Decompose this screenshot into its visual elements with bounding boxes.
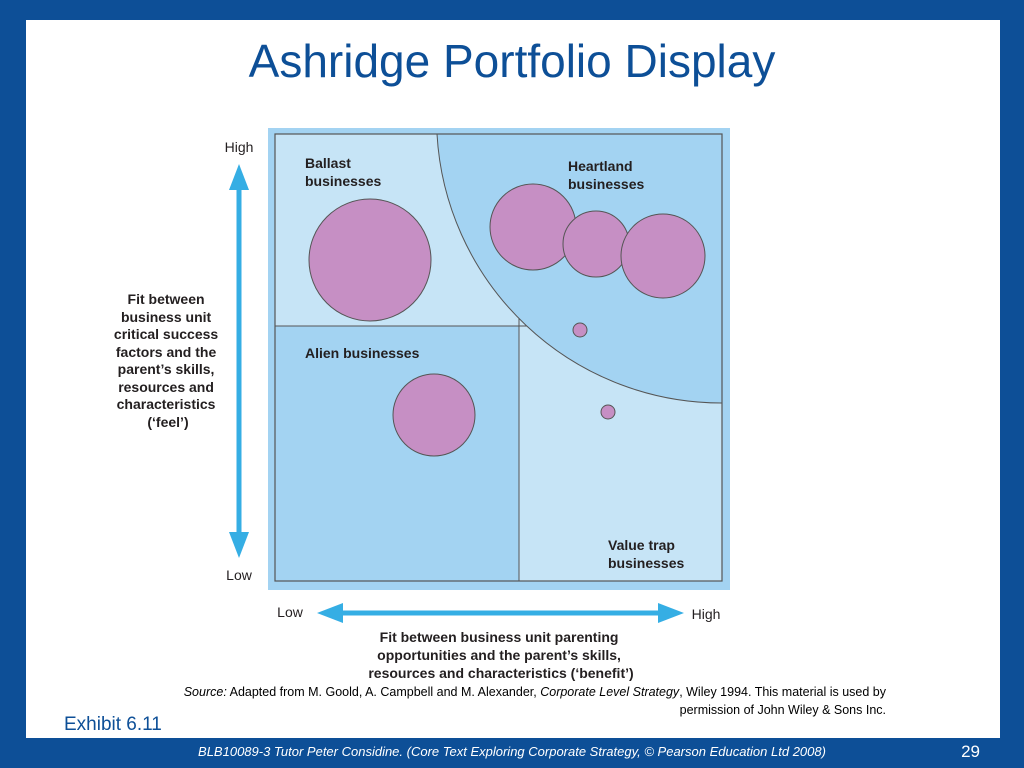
horizontal-axis-arrow	[317, 603, 684, 623]
y-axis-low-label: Low	[226, 567, 252, 583]
source-text-before: Adapted from M. Goold, A. Campbell and M. Alexander,	[229, 685, 537, 699]
alien-label: Alien businesses	[305, 345, 420, 361]
vertical-axis-arrow	[229, 164, 249, 558]
business-unit-circle	[601, 405, 615, 419]
y-axis-high-label: High	[224, 139, 254, 155]
business-unit-circle	[309, 199, 431, 321]
business-unit-circle	[393, 374, 475, 456]
source-line-1	[184, 685, 886, 699]
x-axis-high-label: High	[691, 606, 721, 622]
business-unit-circle	[563, 211, 629, 277]
page-number: 29	[961, 742, 980, 761]
source-citation	[66, 683, 886, 719]
business-unit-circle	[621, 214, 705, 298]
business-unit-circle	[573, 323, 587, 337]
x-axis-low-label: Low	[277, 604, 303, 620]
source-text-after: , Wiley 1994. This material is used by	[679, 685, 886, 699]
business-unit-circle	[490, 184, 576, 270]
y-axis-title: Fit between business unit critical success factors and the parent’s skills, resources and characteristics (‘feel’)	[113, 291, 219, 430]
ballast-label: Ballast businesses	[305, 155, 382, 189]
value-trap-label: Value trap businesses	[608, 537, 685, 571]
source-line-2: permission of John Wiley & Sons Inc.	[679, 703, 886, 717]
alien-businesses-region	[275, 326, 519, 581]
source-label: Source:	[183, 685, 227, 699]
source-book-title: Corporate Level Strategy	[540, 685, 680, 699]
exhibit-label: Exhibit 6.11	[64, 714, 162, 735]
slide-footer: BLB10089-3 Tutor Peter Considine. (Core Text Exploring Corporate Strategy, © Pearson Education Ltd 2008)	[198, 744, 826, 759]
x-axis-title: Fit between business unit parenting opportunities and the parent’s skills, resources and characteristics (‘benefit’)	[368, 629, 634, 681]
slide-title: Ashridge Portfolio Display	[248, 35, 776, 87]
heartland-label: Heartland businesses	[568, 158, 645, 192]
